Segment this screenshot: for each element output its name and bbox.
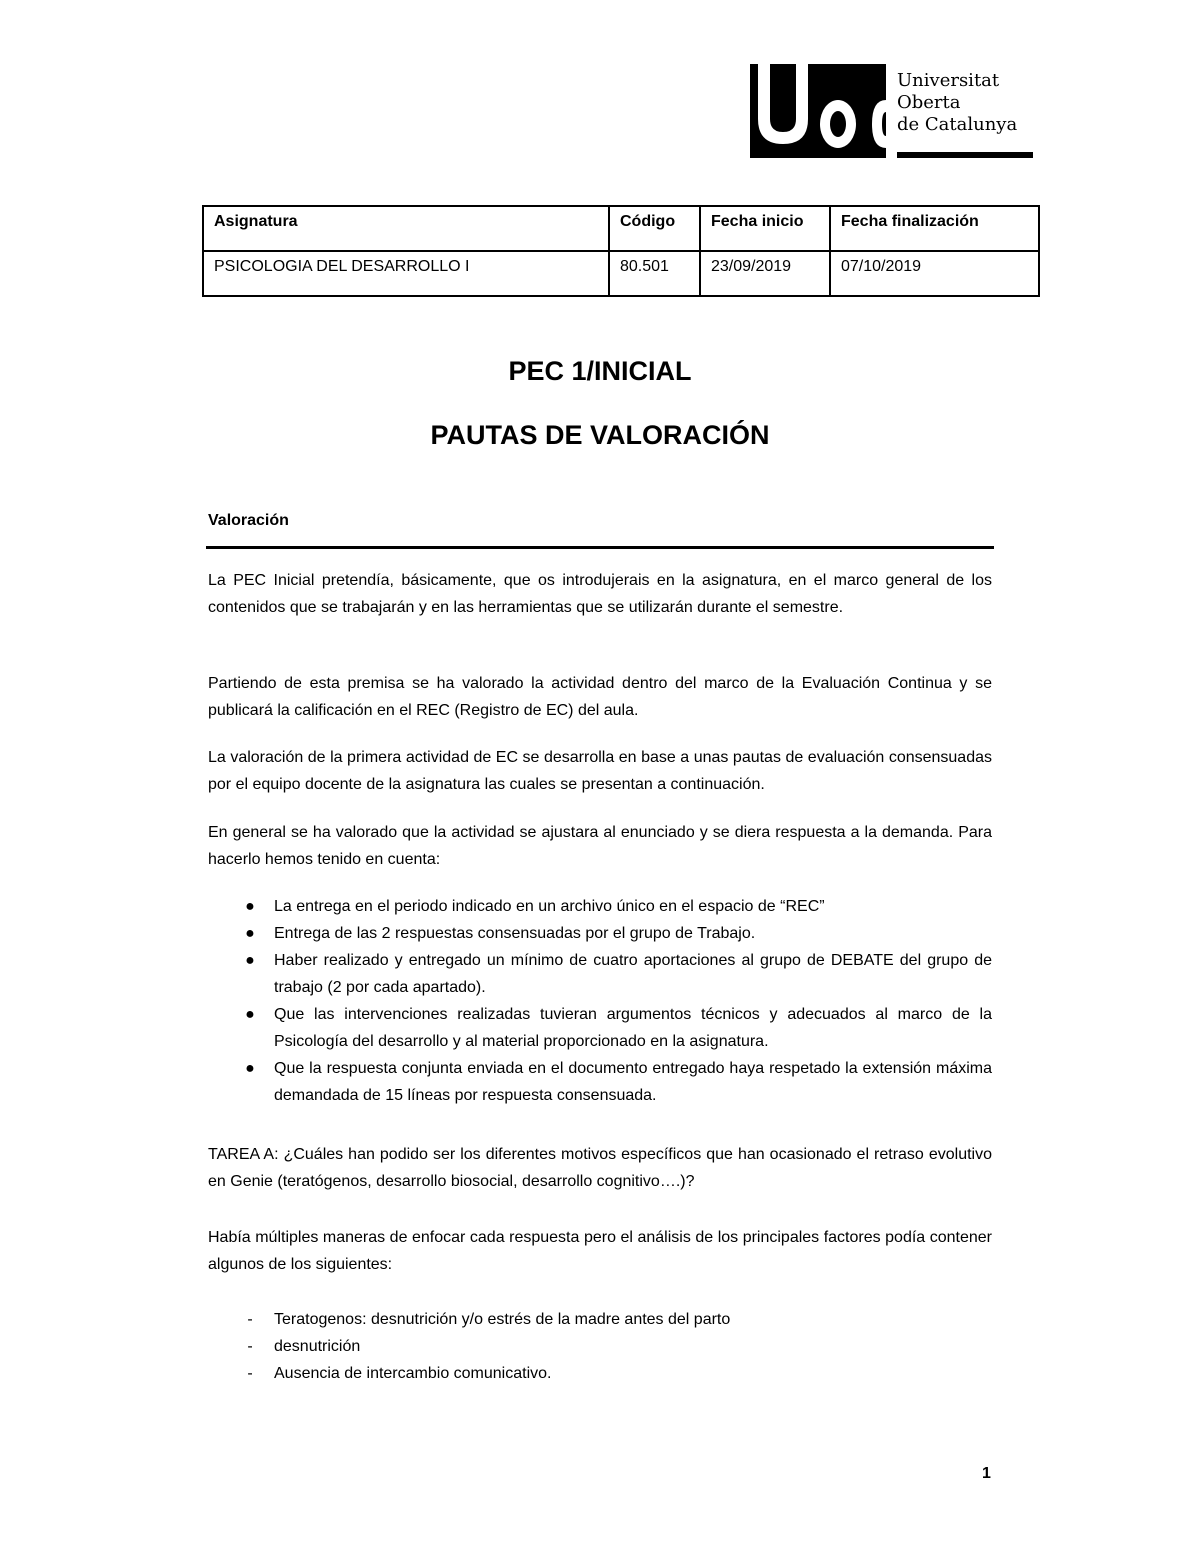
uoc-logo [750,64,1033,160]
dash-icon: - [247,1311,253,1328]
cell-fecha-inicio: 23/09/2019 [700,251,830,296]
header-asignatura: Asignatura [203,206,609,251]
paragraph-general: En general se ha valorado que la actividad se ajustara al enunciado y se diera respuesta a la demanda. Para hacerlo hemos tenido en cuenta: [208,824,992,868]
dash-icon: - [247,1365,253,1382]
cell-codigo: 80.501 [609,251,700,296]
document-title: PEC 1/INICIAL [508,356,692,386]
cell-fecha-finalizacion: 07/10/2019 [830,251,1039,296]
table-row [203,251,1039,296]
paragraph-premisa: Partiendo de esta premisa se ha valorado la actividad dentro del marco de la Evaluación Continua y se publicará la calificación en el REC (Registro de EC) del aula. [208,675,992,719]
list-item: - desnutrición [240,1333,992,1360]
paragraph-tarea-a: TAREA A: ¿Cuáles han podido ser los diferentes motivos específicos que han ocasionado el retraso evolutivo en Genie (teratógenos, desarrollo biosocial, desarrollo cognitivo….)? [208,1146,992,1190]
paragraph-intro: La PEC Inicial pretendía, básicamente, que os introdujerais en la asignatura, en el marco general de los contenidos que se trabajarán y en las herramientas que se utilizarán durante el semestre. [208,572,992,616]
cell-asignatura: PSICOLOGIA DEL DESARROLLO I [203,251,609,296]
header-codigo: Código [609,206,700,251]
bullet-icon: ● [245,898,255,915]
uoc-logo-text: Universitat Oberta de Catalunya [897,70,1018,135]
bullet-icon: ● [245,1060,255,1077]
list-item: - Teratogenos: desnutrición y/o estrés de la madre antes del parto [240,1306,992,1333]
course-info-table [202,205,1040,297]
bullet-icon: ● [245,925,255,942]
list-item: - Ausencia de intercambio comunicativo. [240,1360,992,1387]
uoc-logo-mark [750,64,886,158]
factors-list [240,1306,992,1387]
paragraph-valoracion: La valoración de la primera actividad de EC se desarrolla en base a unas pautas de evaluación consensuadas por el equipo docente de la asignatura las cuales se presentan a continuación. [208,749,992,793]
bullet-icon: ● [245,1006,255,1023]
document-subtitle: PAUTAS DE VALORACIÓN [430,420,770,450]
logo-underline [897,152,1033,158]
page-number: 1 [982,1465,991,1482]
list-item: ● Haber realizado y entregado un mínimo de cuatro aportaciones al grupo de DEBATE del grupo de trabajo (2 por cada apartado). [240,947,992,1001]
section-heading: Valoración [208,512,289,529]
list-item: ● La entrega en el periodo indicado en un archivo único en el espacio de “REC” [240,893,992,920]
criteria-list [240,893,992,1109]
list-item: ● Que las intervenciones realizadas tuvieran argumentos técnicos y adecuados al marco de la Psicología del desarrollo y al material proporcionado en la asignatura. [240,1001,992,1055]
section-divider [206,546,994,549]
bullet-icon: ● [245,952,255,969]
list-item: ● Que la respuesta conjunta enviada en el documento entregado haya respetado la extensión máxima demandada de 15 líneas por respuesta consensuada. [240,1055,992,1109]
paragraph-habia: Había múltiples maneras de enfocar cada respuesta pero el análisis de los principales factores podía contener algunos de los siguientes: [208,1229,992,1273]
list-item: ● Entrega de las 2 respuestas consensuadas por el grupo de Trabajo. [240,920,992,947]
table-header-row [203,206,1039,251]
dash-icon: - [247,1338,253,1355]
header-fecha-finalizacion: Fecha finalización [830,206,1039,251]
header-fecha-inicio: Fecha inicio [700,206,830,251]
